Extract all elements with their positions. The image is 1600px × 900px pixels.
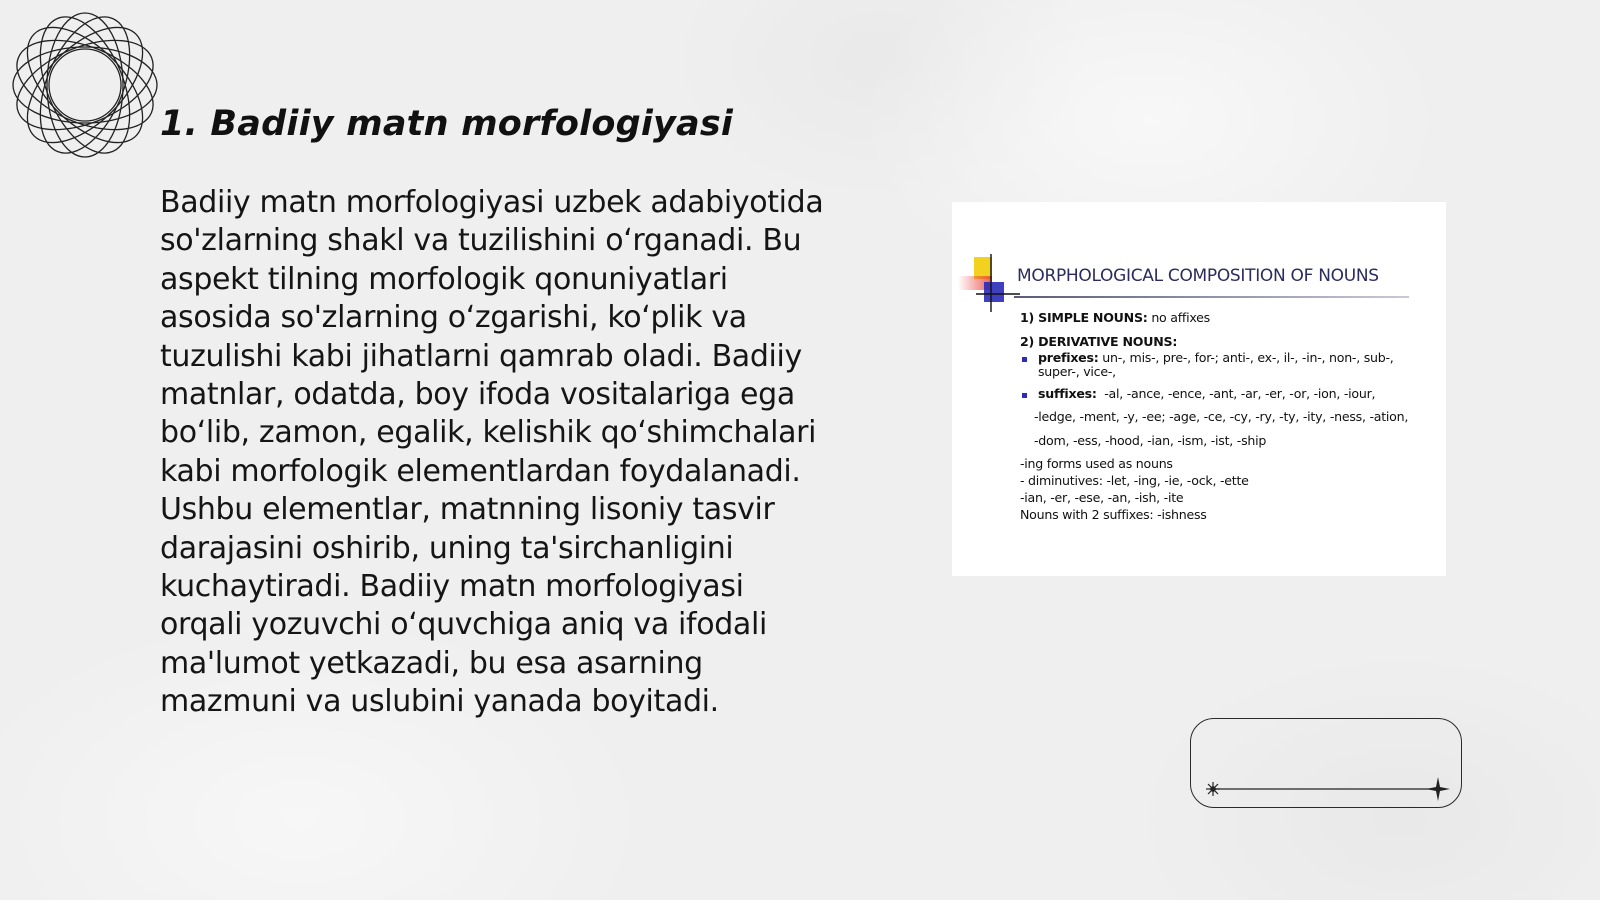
derivative-nouns-label: 2) DERIVATIVE NOUNS: [1020,334,1178,349]
body-line: kuchaytiradi. Badiiy matn morfologiyasi [160,569,744,605]
extra-line: - diminutives: -let, -ing, -ie, -ock, -ette [1020,473,1249,488]
rosette-center [49,49,121,121]
rosette-petal [47,13,123,157]
suffixes-line-3: -dom, -ess, -hood, -ian, -ism, -ist, -ship [1034,433,1267,448]
slide-title: 1. Badiiy matn morfologiyasi [160,104,734,144]
simple-nouns-label: 1) SIMPLE NOUNS: [1020,310,1148,325]
title-underline [1014,296,1409,298]
simple-nouns-value: no affixes [1151,310,1210,325]
body-line: orqali yozuvchi oʻquvchiga aniq va ifodali [160,607,767,643]
body-line: Ushbu elementlar, matnning lisoniy tasvir [160,492,775,528]
circular-rosette-icon [10,10,160,160]
body-line: aspekt tilning morfologik qonuniyatlari [160,261,728,297]
body-line: darajasini oshirib, uning ta'sirchanligini [160,530,734,566]
color-blocks-decoration [958,254,1020,314]
prefixes-line [1038,350,1394,365]
simple-nouns-line [1020,310,1210,325]
prefixes-value: un-, mis-, pre-, for-; anti-, ex-, il-, -in-, non-, sub-, [1102,350,1394,365]
extra-line: -ing forms used as nouns [1020,456,1173,471]
frame-line-art [1191,719,1463,809]
rosette-petal [22,10,147,160]
body-line: matnlar, odatda, boy ifoda vositalariga ega [160,377,795,413]
body-line: so'zlarning shakl va tuzilishini oʻrganadi. Bu [160,223,802,259]
body-line: tuzulishi kabi jihatlarni qamrab oladi. Badiiy [160,338,802,374]
decorative-frame [1190,718,1462,808]
prefixes-line-2: super-, vice-, [1038,364,1116,379]
body-line: kabi morfologik elementlardan foydalanadi. [160,453,801,489]
body-line: mazmuni va uslubini yanada boyitadi. [160,684,719,720]
extra-line: Nouns with 2 suffixes: -ishness [1020,507,1207,522]
suffixes-label: suffixes: [1038,386,1097,401]
extra-line: -ian, -er, -ese, -an, -ish, -ite [1020,490,1184,505]
rosette-petal [10,22,160,147]
prefixes-label: prefixes: [1038,350,1099,365]
rosette-petal [10,22,160,147]
sparkle-icon [1206,782,1220,796]
embedded-slide-image [952,202,1446,576]
derivative-nouns-line [1020,334,1177,349]
bullet-icon [1022,357,1027,362]
body-line: Badiiy matn morfologiyasi uzbek adabiyotida [160,185,824,220]
body-line: ma'lumot yetkazadi, bu esa asarning [160,645,703,681]
rosette-petal [22,10,147,160]
rosette-petal [13,47,157,123]
suffixes-value: -al, -ance, -ence, -ant, -ar, -er, -or, -ion, -iour, [1104,386,1376,401]
bullet-icon [1022,393,1027,398]
suffixes-line-2: -ledge, -ment, -y, -ee; -age, -ce, -cy, -ry, -ty, -ity, -ness, -ation, [1034,409,1409,424]
embedded-title: MORPHOLOGICAL COMPOSITION OF NOUNS [1017,266,1379,286]
rosette-petal [10,10,160,160]
suffixes-line [1038,386,1375,401]
body-line: boʻlib, zamon, egalik, kelishik qoʻshimchalari [160,415,817,451]
four-point-star-icon [1426,777,1450,801]
body-paragraph [160,184,860,722]
rosette-petal [10,10,160,160]
body-line: asosida so'zlarning oʻzgarishi, koʻplik va [160,300,747,336]
